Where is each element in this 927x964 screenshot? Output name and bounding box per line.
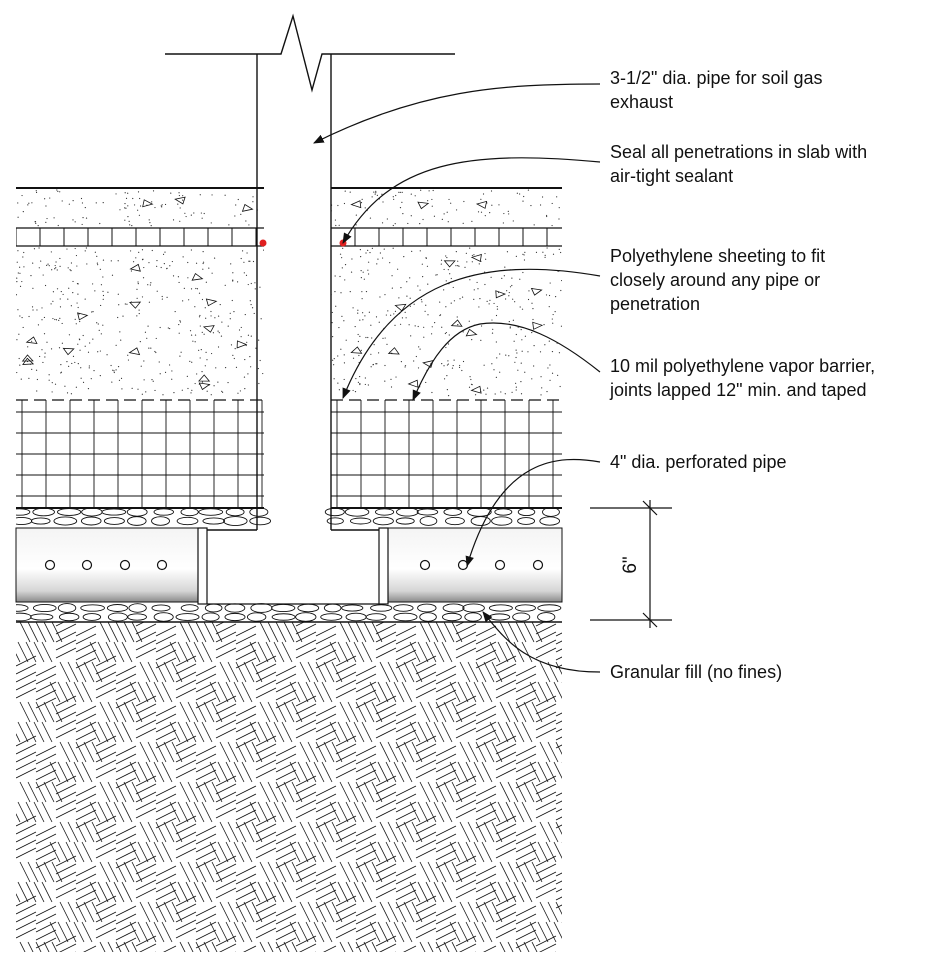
perforation-hole [496,561,505,570]
perforation-hole [83,561,92,570]
callout-poly-line2: closely around any pipe or [610,270,821,290]
concrete-hatch [16,189,264,508]
callout-seal-line1: Seal all penetrations in slab with [610,142,868,162]
seal-point-icon [260,240,267,247]
perforation-hole [158,561,167,570]
perforation-hole [46,561,55,570]
callout-vapor-line2: joints lapped 12" min. and taped [610,380,867,400]
perforation-hole [421,561,430,570]
pipe-fitting-left [198,528,207,604]
callout-poly-line1: Polyethylene sheeting to fit [610,246,826,266]
perforation-hole [534,561,543,570]
pipe-fitting-right [379,528,388,604]
leader-poly-sheeting [343,269,600,398]
perforation-hole [121,561,130,570]
leader-seal-penetrations [343,158,600,243]
perforated-pipe-left [16,528,205,602]
dimension-label: 6" [620,556,641,574]
concrete-hatch [331,189,563,508]
callout-granular-fill: Granular fill (no fines) [610,662,783,682]
callout-vapor-line1: 10 mil polyethylene vapor barrier, [610,356,876,376]
break-line-icon [165,16,455,90]
slab-section [16,188,562,508]
callout-perforated-pipe: 4" dia. perforated pipe [610,452,787,472]
callout-seal-line2: air-tight sealant [610,166,734,186]
callout-poly-line3: penetration [610,294,701,314]
callout-exhaust-pipe-line2: exhaust [610,92,674,112]
callout-exhaust-pipe-line1: 3-1/2" dia. pipe for soil gas [610,68,823,88]
perforation-hole [459,561,468,570]
exhaust-pipe [165,16,455,530]
leader-vapor-barrier [413,323,600,400]
leader-exhaust-pipe [314,84,600,143]
perforated-pipe [16,528,562,604]
soil-hatch [10,616,582,964]
callout-notes [609,68,875,682]
